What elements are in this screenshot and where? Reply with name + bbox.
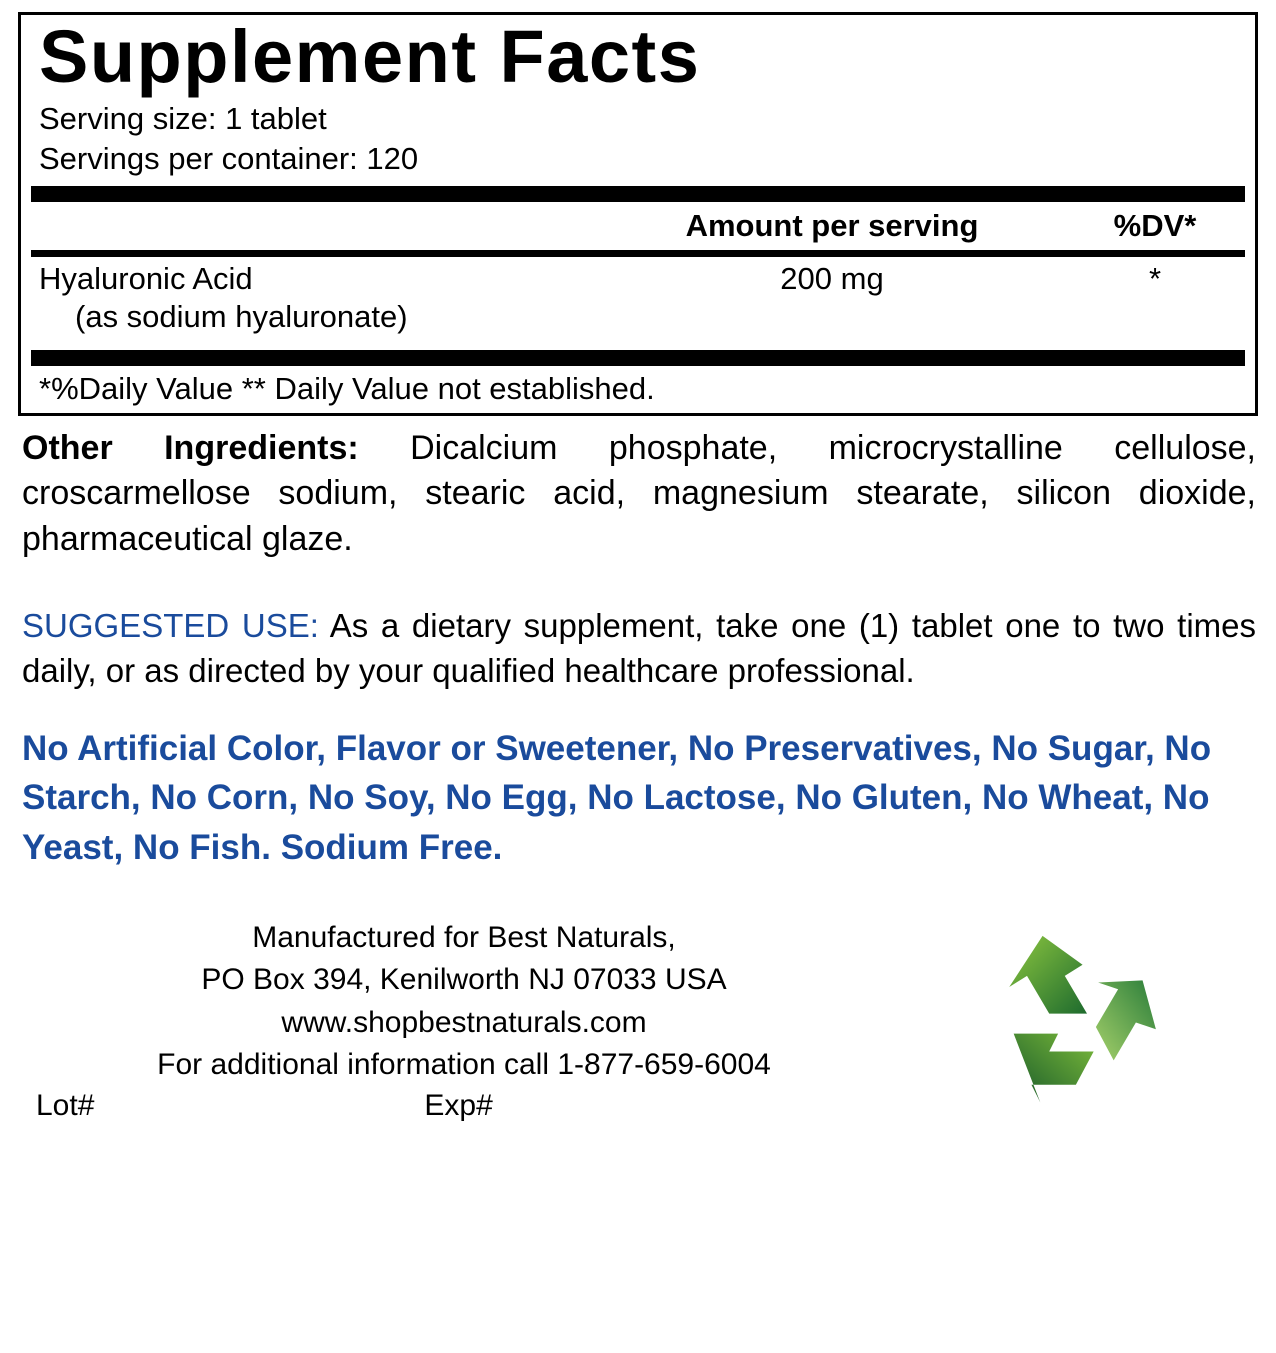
other-ingredients — [22, 426, 1256, 564]
footer — [14, 917, 1262, 1157]
free-from-claims: No Artificial Color, Flavor or Sweetener, No Preservatives, No Sugar, No Starch, No Corn, No Soy, No Egg, No Lactose, No Gluten, No Wheat, No Yeast, No Fish. Sodium Free. — [22, 728, 1212, 867]
serving-size-line: Serving size: 1 tablet — [39, 100, 327, 136]
manufacturer-line: Manufactured for Best Naturals, — [252, 920, 676, 954]
nutrient-source: (as sodium hyaluronate) — [75, 299, 408, 335]
suggested-use-text: As a dietary supplement, take one (1) tablet one to two times daily, or as directed by your qualified healthcare professional. — [22, 607, 1256, 690]
suggested-use — [22, 603, 1256, 693]
lot-number-label: Lot# — [36, 1089, 95, 1123]
suggested-use-label: SUGGESTED USE: — [22, 607, 319, 645]
manufacturer-block — [24, 917, 904, 1087]
address-line: PO Box 394, Kenilworth NJ 07033 USA — [201, 963, 727, 997]
supplement-facts-title: Supplement Facts — [39, 15, 701, 98]
phone-line: For additional information call 1-877-659-6004 — [157, 1048, 771, 1082]
table-header-row — [31, 202, 1245, 250]
other-ingredients-text: Dicalcium phosphate, microcrystalline cellulose, croscarmellose sodium, stearic acid, magnesium stearate, silicon dioxide, pharmaceutical glaze. — [22, 428, 1257, 559]
nutrient-name: Hyaluronic Acid — [39, 261, 253, 297]
daily-value-footnote: *%Daily Value ** Daily Value not established. — [39, 370, 655, 406]
expiration-label: Exp# — [424, 1089, 493, 1123]
servings-per-container-line: Servings per container: 120 — [39, 140, 419, 176]
table-row — [31, 257, 1245, 341]
supplement-facts-panel — [18, 12, 1258, 416]
header-daily-value: %DV* — [1113, 208, 1197, 244]
divider-medium — [31, 250, 1245, 257]
other-ingredients-label: Other Ingredients: — [22, 428, 359, 467]
website-line[interactable]: www.shopbestnaturals.com — [281, 1005, 647, 1039]
divider-thick-top — [31, 186, 1245, 202]
nutrient-daily-value: * — [1148, 261, 1162, 297]
header-amount-per-serving: Amount per serving — [685, 208, 979, 244]
divider-thick-bottom — [31, 350, 1245, 366]
recycle-icon — [972, 927, 1202, 1127]
lot-exp-line — [36, 1089, 656, 1123]
nutrient-amount: 200 mg — [780, 261, 884, 297]
